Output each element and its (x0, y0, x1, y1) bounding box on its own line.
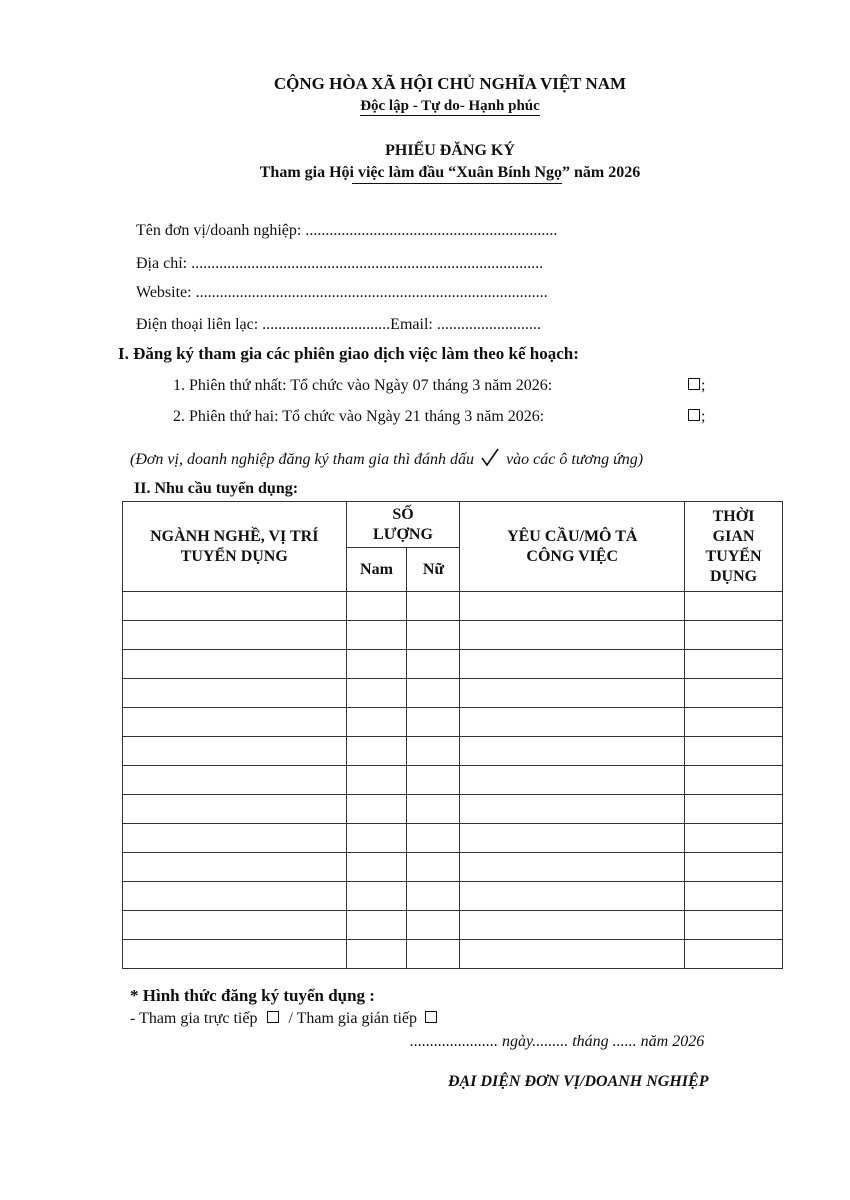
cell-female[interactable] (407, 795, 460, 824)
cell-time[interactable] (685, 679, 783, 708)
cell-time[interactable] (685, 824, 783, 853)
table-row (123, 853, 783, 882)
national-motto (0, 98, 850, 115)
cell-female[interactable] (407, 737, 460, 766)
cell-time[interactable] (685, 882, 783, 911)
cell-requirements[interactable] (460, 882, 685, 911)
table-row (123, 795, 783, 824)
cell-time[interactable] (685, 911, 783, 940)
table-row (123, 679, 783, 708)
motto-text: Độc lập - Tự do- Hạnh phúc (360, 98, 540, 114)
cell-male[interactable] (346, 882, 407, 911)
cell-occupation[interactable] (123, 882, 347, 911)
unit-name-field[interactable]: Tên đơn vị/doanh nghiệp: ............................................................... (136, 222, 558, 239)
cell-requirements[interactable] (460, 679, 685, 708)
cell-time[interactable] (685, 650, 783, 679)
cell-female[interactable] (407, 621, 460, 650)
subtitle-underline (352, 183, 562, 184)
cell-female[interactable] (407, 853, 460, 882)
table-row (123, 708, 783, 737)
cell-occupation[interactable] (123, 766, 347, 795)
cell-occupation[interactable] (123, 621, 347, 650)
table-row (123, 592, 783, 621)
session-1-label: 1. Phiên thứ nhất: Tổ chức vào Ngày 07 tháng 3 năm 2026: (173, 377, 553, 394)
header-quantity: SỐ LƯỢNG (346, 502, 460, 548)
header-time: THỜI GIAN TUYỂN DỤNG (685, 502, 783, 592)
cell-occupation[interactable] (123, 911, 347, 940)
cell-requirements[interactable] (460, 853, 685, 882)
cell-male[interactable] (346, 795, 407, 824)
table-row (123, 824, 783, 853)
cell-occupation[interactable] (123, 853, 347, 882)
cell-male[interactable] (346, 621, 407, 650)
section-1-heading: I. Đăng ký tham gia các phiên giao dịch việc làm theo kế hoạch: (118, 344, 579, 363)
cell-occupation[interactable] (123, 824, 347, 853)
cell-occupation[interactable] (123, 795, 347, 824)
cell-requirements[interactable] (460, 911, 685, 940)
checkmark-icon (480, 447, 500, 467)
cell-male[interactable] (346, 940, 407, 969)
cell-male[interactable] (346, 737, 407, 766)
cell-requirements[interactable] (460, 592, 685, 621)
cell-occupation[interactable] (123, 940, 347, 969)
table-row (123, 650, 783, 679)
phone-email-field[interactable]: Điện thoại liên lạc: ................................Email: .......................... (136, 316, 541, 333)
cell-requirements[interactable] (460, 708, 685, 737)
address-field[interactable]: Địa chỉ: ........................................................................................ (136, 255, 544, 272)
table-row (123, 882, 783, 911)
cell-female[interactable] (407, 766, 460, 795)
indirect-checkbox[interactable] (425, 1011, 437, 1023)
session-2-label: 2. Phiên thứ hai: Tổ chức vào Ngày 21 tháng 3 năm 2026: (173, 408, 545, 425)
cell-female[interactable] (407, 911, 460, 940)
session-2-checkbox[interactable] (688, 409, 700, 421)
cell-female[interactable] (407, 882, 460, 911)
session-2-option (688, 408, 705, 426)
cell-occupation[interactable] (123, 679, 347, 708)
direct-checkbox[interactable] (267, 1011, 279, 1023)
cell-occupation[interactable] (123, 592, 347, 621)
signer-title: ĐẠI DIỆN ĐƠN VỊ/DOANH NGHIỆP (448, 1073, 709, 1090)
recruitment-table (122, 501, 783, 969)
recruitment-form-options (130, 1010, 438, 1028)
cell-male[interactable] (346, 650, 407, 679)
cell-time[interactable] (685, 853, 783, 882)
cell-requirements[interactable] (460, 650, 685, 679)
national-title: CỘNG HÒA XÃ HỘI CHỦ NGHĨA VIỆT NAM (273, 74, 627, 93)
checkmark-note (130, 447, 643, 469)
checkbox-suffix: ; (701, 408, 706, 425)
cell-female[interactable] (407, 940, 460, 969)
cell-female[interactable] (407, 708, 460, 737)
checkbox-suffix: ; (701, 377, 706, 394)
header-female: Nữ (407, 548, 460, 592)
table-row (123, 766, 783, 795)
cell-requirements[interactable] (460, 940, 685, 969)
cell-requirements[interactable] (460, 737, 685, 766)
cell-time[interactable] (685, 708, 783, 737)
form-subtitle: Tham gia Hội việc làm đầu “Xuân Bính Ngọ” năm 2026 (259, 164, 641, 181)
cell-time[interactable] (685, 592, 783, 621)
session-1-option (688, 377, 705, 395)
cell-male[interactable] (346, 853, 407, 882)
cell-time[interactable] (685, 737, 783, 766)
note-text-after: vào các ô tương ứng) (506, 451, 644, 468)
cell-male[interactable] (346, 679, 407, 708)
note-text-before: (Đơn vị, doanh nghiệp đăng ký tham gia thì đánh dấu (130, 451, 475, 468)
table-body (123, 592, 783, 969)
header-requirements: YÊU CẦU/MÔ TẢ CÔNG VIỆC (460, 502, 685, 592)
cell-time[interactable] (685, 795, 783, 824)
section-2-heading: II. Nhu cầu tuyển dụng: (134, 480, 299, 497)
cell-female[interactable] (407, 824, 460, 853)
cell-occupation[interactable] (123, 737, 347, 766)
cell-male[interactable] (346, 911, 407, 940)
cell-occupation[interactable] (123, 650, 347, 679)
cell-requirements[interactable] (460, 766, 685, 795)
session-1-checkbox[interactable] (688, 378, 700, 390)
cell-time[interactable] (685, 766, 783, 795)
cell-time[interactable] (685, 940, 783, 969)
cell-requirements[interactable] (460, 824, 685, 853)
cell-male[interactable] (346, 592, 407, 621)
cell-female[interactable] (407, 679, 460, 708)
table-row (123, 621, 783, 650)
cell-female[interactable] (407, 650, 460, 679)
table-row (123, 940, 783, 969)
cell-female[interactable] (407, 592, 460, 621)
direct-option-label: - Tham gia trực tiếp (130, 1010, 258, 1027)
header-male: Nam (346, 548, 407, 592)
recruitment-form-label: * Hình thức đăng ký tuyển dụng : (130, 986, 375, 1005)
table-row (123, 737, 783, 766)
date-line: ...................... ngày......... tháng ...... năm 2026 (410, 1033, 705, 1050)
indirect-option-label: / Tham gia gián tiếp (288, 1010, 418, 1027)
form-title: PHIẾU ĐĂNG KÝ (385, 142, 515, 159)
cell-requirements[interactable] (460, 795, 685, 824)
cell-time[interactable] (685, 621, 783, 650)
header-occupation: NGÀNH NGHỀ, VỊ TRÍ TUYỂN DỤNG (123, 502, 347, 592)
cell-requirements[interactable] (460, 621, 685, 650)
cell-occupation[interactable] (123, 708, 347, 737)
website-field[interactable]: Website: ........................................................................................ (136, 284, 548, 301)
table-row (123, 911, 783, 940)
cell-male[interactable] (346, 824, 407, 853)
cell-male[interactable] (346, 766, 407, 795)
cell-male[interactable] (346, 708, 407, 737)
